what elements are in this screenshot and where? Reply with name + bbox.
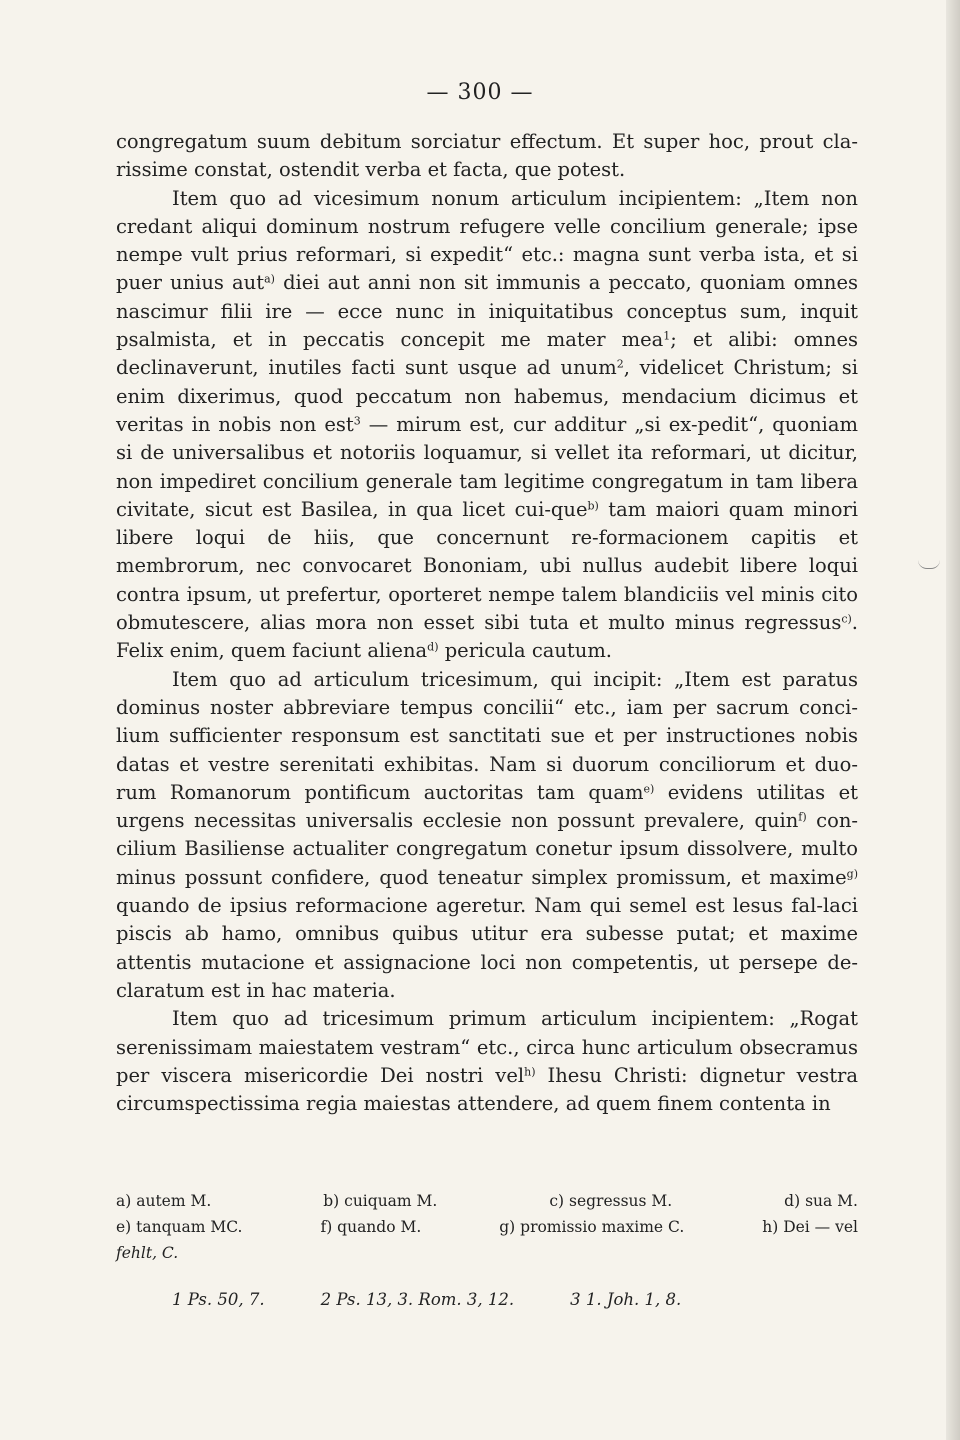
footnote-f: f) quando M. xyxy=(320,1218,422,1236)
paragraph-2 xyxy=(116,185,858,666)
paragraph-3-part: con-cilium Basiliense actualiter congregatum conetur ipsum dissolvere, multo minus possunt confidere, quod teneatur simplex promissum, et maxime xyxy=(116,809,858,889)
body-text xyxy=(116,128,858,1118)
reference-2: 2 Ps. 13, 3. Rom. 3, 12. xyxy=(320,1290,515,1309)
footnote-e: e) tanquam MC. xyxy=(116,1218,243,1236)
footnote-mark-h: h) xyxy=(524,1065,536,1079)
footnote-mark-b: b) xyxy=(587,499,599,513)
footnote-h: h) Dei — vel xyxy=(762,1218,858,1236)
paragraph-3 xyxy=(116,666,858,1006)
margin-mark xyxy=(918,560,940,569)
footnote-mark-e: e) xyxy=(643,782,655,796)
paragraph-2-start: Item quo ad vicesimum nonum articulum incipientem: „Item non credant aliqui dominum nostrum refugere velle concilium generale; ipse nempe vult prius reformari, si expedit“ etc.: magna sunt verba ista, et si puer unius aut xyxy=(116,186,858,295)
paragraph-4-start: Item quo ad tricesimum primum articulum incipientem: „Rogat serenissimam maiestatem vestram“ etc., circa hunc articulum obsecramus per viscera misericordie Dei nostri vel xyxy=(116,1007,858,1087)
reference-mark-1: 1 xyxy=(663,329,671,343)
paragraph-2-part: — mirum est, cur additur „si ex-pedit“, quoniam si de universalibus et notoriis loquamur, si vellet ita reformari, ut dicitur, non impediret concilium generale tam legitime congregatum in tam libera civitate, sicut est Basilea, in qua licet cui-que xyxy=(116,412,858,521)
reference-3: 3 1. Joh. 1, 8. xyxy=(570,1290,682,1309)
footnote-mark-c: c) xyxy=(841,612,852,626)
footnote-b: b) cuiquam M. xyxy=(323,1192,438,1210)
paragraph-2-part: ; et alibi: omnes declinaverunt, inutiles facti sunt usque ad unum xyxy=(116,328,858,380)
footnote-c: c) segressus M. xyxy=(549,1192,673,1210)
scripture-references xyxy=(116,1290,914,1309)
footnote-row xyxy=(116,1188,858,1214)
paragraph-2-part: pericula cautum. xyxy=(438,639,613,663)
paragraph-2-part: , videlicet Christum; si enim dixerimus, quod peccatum non habemus, mendacium dicimus et veritas in nobis non est xyxy=(116,356,858,436)
paragraph-4 xyxy=(116,1005,858,1118)
textual-footnotes xyxy=(116,1188,858,1266)
paragraph-3-start: Item quo ad articulum tricesimum, qui incipit: „Item est paratus dominus noster abbreviare tempus concilii“ etc., iam per sacrum conci-lium sufficienter responsum est sanctitati sue et per instructiones nobis datas et vestre serenitati exhibitas. Nam si duorum conciliorum et duo-rum Romanorum pontificum auctoritas tam quam xyxy=(116,667,858,804)
paragraph-1: congregatum suum debitum sorciatur effectum. Et super hoc, prout cla-rissime constat, ostendit verba et facta, que potest. xyxy=(116,130,858,182)
footnote-row xyxy=(116,1214,858,1240)
paragraph-3-part: quando de ipsius reformacione ageretur. Nam qui semel est lesus fal-laci piscis ab hamo, omnibus quibus utitur era subesse putat; et maxime attentis mutacione et assignacione loci non competentis, ut persepe de-claratum est in hac materia. xyxy=(116,894,858,1002)
footnote-d: d) sua M. xyxy=(784,1192,858,1210)
footnote-mark-d: d) xyxy=(427,640,439,654)
paragraph-3-part: evidens utilitas et urgens necessitas universalis ecclesie non possunt prevalere, quin xyxy=(116,780,858,833)
footnote-mark-g: g) xyxy=(846,867,858,881)
paragraph-2-part: diei aut anni non sit immunis a peccato, quoniam omnes nascimur filii ire — ecce nunc in iniquitatibus conceptus sum, inquit psalmista, et in peccatis concepit me mater mea xyxy=(116,271,858,352)
reference-mark-2: 2 xyxy=(616,357,624,371)
reference-1: 1 Ps. 50, 7. xyxy=(172,1290,265,1309)
footnote-a: a) autem M. xyxy=(116,1192,212,1210)
footnote-g: g) promissio maxime C. xyxy=(499,1218,685,1236)
page-number: — 300 — xyxy=(426,80,534,105)
footnote-mark-f: f) xyxy=(798,810,807,824)
paragraph-2-part: tam maiori quam minori libere loqui de hiis, que concernunt re-formacionem capitis et membrorum, nec convocaret Bononiam, ubi nullus audebit libere loqui contra ipsum, ut prefertur, oporteret nempe talem blandiciis vel minis cito obmutescere, alias mora non esset sibi tuta et multo minus regressus xyxy=(116,497,859,635)
paragraph-4-part: Ihesu Christi: dignetur vestra circumspectissima regia maiestas attendere, ad quem finem contenta in xyxy=(116,1063,859,1116)
page-edge-shadow xyxy=(946,0,960,1440)
reference-mark-3: 3 xyxy=(353,414,361,428)
paragraph-2-part: . Felix enim, quem faciunt aliena xyxy=(116,611,858,663)
footnote-h-continuation: fehlt, C. xyxy=(116,1244,179,1262)
footnote-mark-a: a) xyxy=(264,272,275,286)
